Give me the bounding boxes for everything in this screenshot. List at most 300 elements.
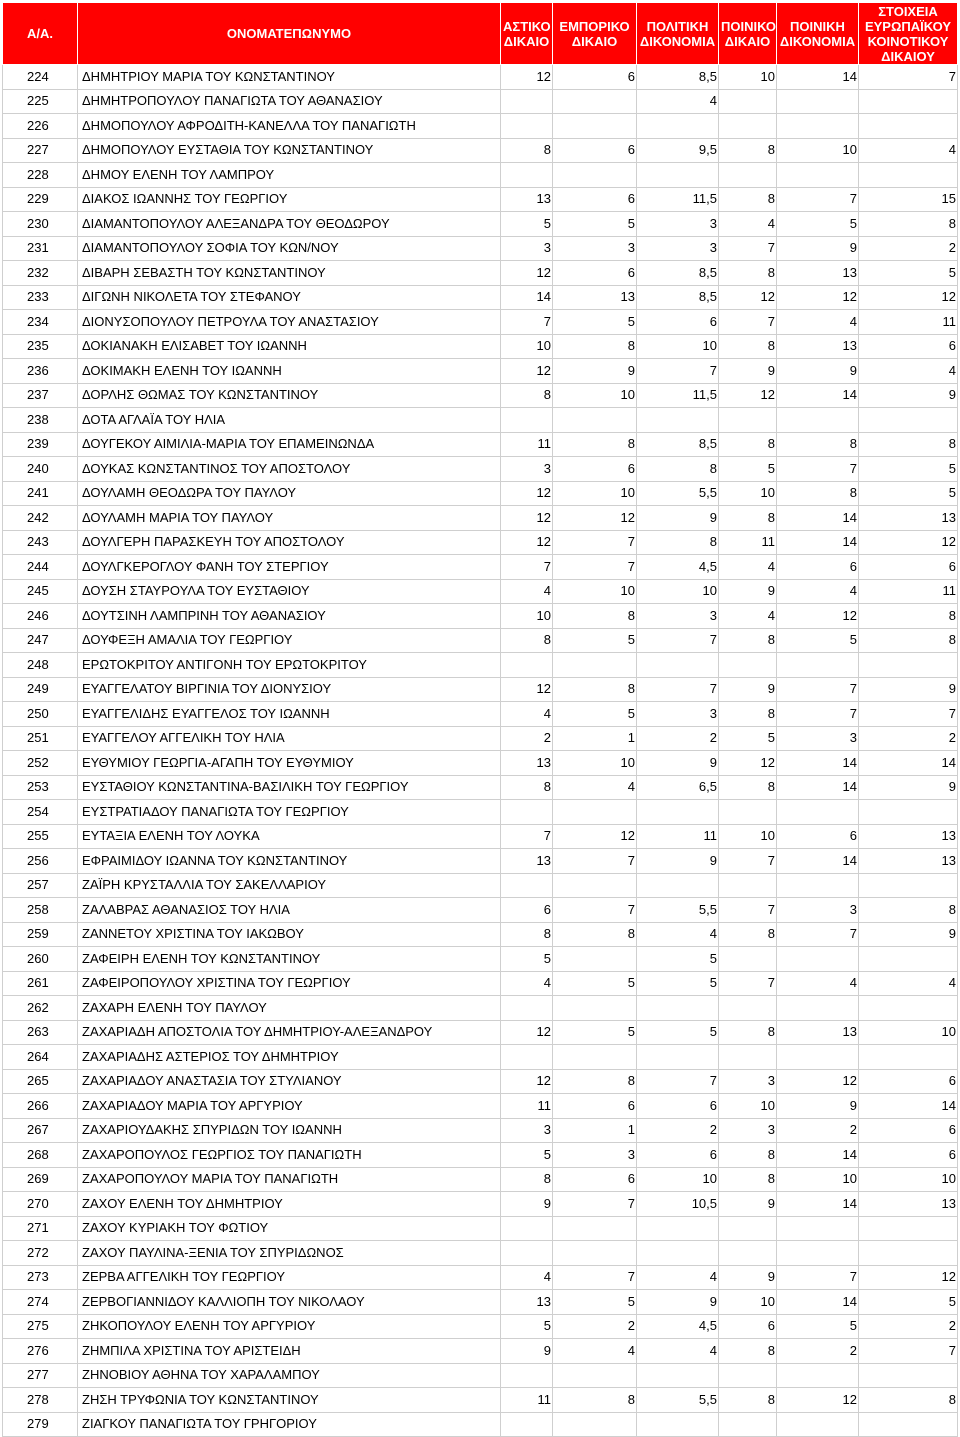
emporiko-grade: 5: [553, 702, 637, 727]
table-row: [3, 971, 958, 996]
poiniko-grade: [719, 947, 777, 972]
astiko-grade: 9: [501, 1339, 553, 1364]
emporiko-grade: 8: [553, 677, 637, 702]
poiniki-grade: 8: [777, 432, 859, 457]
astiko-grade: 4: [501, 971, 553, 996]
emporiko-grade: 7: [553, 1192, 637, 1217]
emporiko-grade: [553, 1241, 637, 1266]
europaiko-grade: 4: [859, 359, 958, 384]
poiniki-grade: 14: [777, 1143, 859, 1168]
row-number: 272: [3, 1241, 78, 1266]
europaiko-grade: 2: [859, 236, 958, 261]
politiki-grade: 5: [637, 971, 719, 996]
table-row: [3, 530, 958, 555]
table-row: [3, 506, 958, 531]
astiko-grade: [501, 873, 553, 898]
student-name: ΔΟΚΙΜΑΚΗ ΕΛΕΝΗ ΤΟΥ ΙΩΑΝΝΗ: [78, 359, 501, 384]
table-row: [3, 114, 958, 139]
europaiko-grade: 9: [859, 775, 958, 800]
poiniko-grade: 8: [719, 334, 777, 359]
politiki-grade: 8: [637, 457, 719, 482]
politiki-grade: [637, 408, 719, 433]
astiko-grade: [501, 800, 553, 825]
row-number: 260: [3, 947, 78, 972]
poiniko-grade: 3: [719, 1069, 777, 1094]
poiniki-grade: 7: [777, 187, 859, 212]
europaiko-grade: [859, 1241, 958, 1266]
astiko-grade: 2: [501, 726, 553, 751]
poiniko-grade: 8: [719, 138, 777, 163]
emporiko-grade: [553, 653, 637, 678]
poiniko-grade: 8: [719, 1388, 777, 1413]
poiniki-grade: [777, 1241, 859, 1266]
astiko-grade: 13: [501, 849, 553, 874]
student-name: ΔΗΜΟΠΟΥΛΟΥ ΑΦΡΟΔΙΤΗ-ΚΑΝΕΛΛΑ ΤΟΥ ΠΑΝΑΓΙΩΤΗ: [78, 114, 501, 139]
row-number: 253: [3, 775, 78, 800]
table-row: [3, 359, 958, 384]
astiko-grade: 13: [501, 187, 553, 212]
header-poiniko-dikaio: ΠΟΙΝΙΚΟ ΔΙΚΑΙΟ: [719, 3, 777, 65]
poiniko-grade: 8: [719, 506, 777, 531]
europaiko-grade: 13: [859, 506, 958, 531]
poiniki-grade: 2: [777, 1118, 859, 1143]
politiki-grade: 6: [637, 1094, 719, 1119]
emporiko-grade: [553, 89, 637, 114]
row-number: 275: [3, 1314, 78, 1339]
poiniko-grade: 8: [719, 1143, 777, 1168]
row-number: 271: [3, 1216, 78, 1241]
politiki-grade: [637, 653, 719, 678]
politiki-grade: 8,5: [637, 65, 719, 90]
poiniko-grade: 4: [719, 555, 777, 580]
table-row: [3, 677, 958, 702]
poiniki-grade: 5: [777, 628, 859, 653]
poiniki-grade: 13: [777, 334, 859, 359]
emporiko-grade: 6: [553, 138, 637, 163]
europaiko-grade: [859, 996, 958, 1021]
politiki-grade: 5: [637, 1020, 719, 1045]
row-number: 258: [3, 898, 78, 923]
table-row: [3, 751, 958, 776]
astiko-grade: 8: [501, 383, 553, 408]
politiki-grade: 3: [637, 702, 719, 727]
row-number: 270: [3, 1192, 78, 1217]
astiko-grade: 13: [501, 751, 553, 776]
student-name: ΕΥΘΥΜΙΟΥ ΓΕΩΡΓΙΑ-ΑΓΑΠΗ ΤΟΥ ΕΥΘΥΜΙΟΥ: [78, 751, 501, 776]
poiniko-grade: [719, 873, 777, 898]
poiniko-grade: 12: [719, 751, 777, 776]
astiko-grade: 9: [501, 1192, 553, 1217]
politiki-grade: 6,5: [637, 775, 719, 800]
europaiko-grade: 13: [859, 824, 958, 849]
row-number: 244: [3, 555, 78, 580]
row-number: 225: [3, 89, 78, 114]
table-row: [3, 947, 958, 972]
table-row: [3, 873, 958, 898]
astiko-grade: 3: [501, 236, 553, 261]
emporiko-grade: 10: [553, 383, 637, 408]
poiniko-grade: [719, 1216, 777, 1241]
row-number: 264: [3, 1045, 78, 1070]
europaiko-grade: [859, 114, 958, 139]
emporiko-grade: 12: [553, 506, 637, 531]
row-number: 249: [3, 677, 78, 702]
row-number: 229: [3, 187, 78, 212]
europaiko-grade: 2: [859, 1314, 958, 1339]
poiniki-grade: 12: [777, 1388, 859, 1413]
astiko-grade: 5: [501, 1314, 553, 1339]
row-number: 263: [3, 1020, 78, 1045]
poiniki-grade: 14: [777, 65, 859, 90]
europaiko-grade: 8: [859, 212, 958, 237]
student-name: ΔΟΥΚΑΣ ΚΩΝΣΤΑΝΤΙΝΟΣ ΤΟΥ ΑΠΟΣΤΟΛΟΥ: [78, 457, 501, 482]
poiniki-grade: 14: [777, 1290, 859, 1315]
student-name: ΔΟΚΙΑΝΑΚΗ ΕΛΙΣΑΒΕΤ ΤΟΥ ΙΩΑΝΝΗ: [78, 334, 501, 359]
student-name: ΖΕΡΒΟΓΙΑΝΝΙΔΟΥ ΚΑΛΛΙΟΠΗ ΤΟΥ ΝΙΚΟΛΑΟΥ: [78, 1290, 501, 1315]
poiniki-grade: 14: [777, 530, 859, 555]
astiko-grade: 5: [501, 1143, 553, 1168]
table-row: [3, 1363, 958, 1388]
poiniko-grade: 10: [719, 1094, 777, 1119]
europaiko-grade: 6: [859, 1143, 958, 1168]
poiniko-grade: 10: [719, 824, 777, 849]
table-row: [3, 824, 958, 849]
row-number: 234: [3, 310, 78, 335]
student-name: ΖΗΜΠΙΛΑ ΧΡΙΣΤΙΝΑ ΤΟΥ ΑΡΙΣΤΕΙΔΗ: [78, 1339, 501, 1364]
poiniko-grade: 9: [719, 359, 777, 384]
poiniki-grade: 14: [777, 775, 859, 800]
poiniko-grade: 5: [719, 457, 777, 482]
emporiko-grade: 7: [553, 849, 637, 874]
poiniko-grade: [719, 163, 777, 188]
student-name: ΔΗΜΗΤΡΙΟΥ ΜΑΡΙΑ ΤΟΥ ΚΩΝΣΤΑΝΤΙΝΟΥ: [78, 65, 501, 90]
poiniki-grade: 7: [777, 457, 859, 482]
astiko-grade: [501, 1241, 553, 1266]
emporiko-grade: 8: [553, 334, 637, 359]
poiniko-grade: 8: [719, 187, 777, 212]
politiki-grade: 9: [637, 506, 719, 531]
row-number: 235: [3, 334, 78, 359]
poiniko-grade: [719, 653, 777, 678]
emporiko-grade: 3: [553, 236, 637, 261]
table-row: [3, 1192, 958, 1217]
astiko-grade: [501, 408, 553, 433]
row-number: 255: [3, 824, 78, 849]
emporiko-grade: 8: [553, 1388, 637, 1413]
politiki-grade: 7: [637, 1069, 719, 1094]
table-row: [3, 1290, 958, 1315]
emporiko-grade: 10: [553, 579, 637, 604]
politiki-grade: 7: [637, 359, 719, 384]
astiko-grade: 12: [501, 65, 553, 90]
poiniki-grade: 6: [777, 555, 859, 580]
emporiko-grade: 3: [553, 1143, 637, 1168]
poiniki-grade: 13: [777, 261, 859, 286]
row-number: 261: [3, 971, 78, 996]
europaiko-grade: 14: [859, 751, 958, 776]
student-name: ΖΑΧΑΡΙΑΔΟΥ ΑΝΑΣΤΑΣΙΑ ΤΟΥ ΣΤΥΛΙΑΝΟΥ: [78, 1069, 501, 1094]
poiniki-grade: 14: [777, 1192, 859, 1217]
student-name: ΖΑΦΕΙΡΟΠΟΥΛΟΥ ΧΡΙΣΤΙΝΑ ΤΟΥ ΓΕΩΡΓΙΟΥ: [78, 971, 501, 996]
student-name: ΔΙΟΝΥΣΟΠΟΥΛΟΥ ΠΕΤΡΟΥΛΑ ΤΟΥ ΑΝΑΣΤΑΣΙΟΥ: [78, 310, 501, 335]
table-row: [3, 163, 958, 188]
poiniko-grade: 5: [719, 726, 777, 751]
student-name: ΕΥΣΤΑΘΙΟΥ ΚΩΝΣΤΑΝΤΙΝΑ-ΒΑΣΙΛΙΚΗ ΤΟΥ ΓΕΩΡΓΙΟΥ: [78, 775, 501, 800]
europaiko-grade: 9: [859, 383, 958, 408]
poiniko-grade: 10: [719, 481, 777, 506]
row-number: 230: [3, 212, 78, 237]
emporiko-grade: 5: [553, 971, 637, 996]
emporiko-grade: [553, 1363, 637, 1388]
poiniko-grade: [719, 408, 777, 433]
poiniko-grade: 7: [719, 236, 777, 261]
table-row: [3, 922, 958, 947]
astiko-grade: 12: [501, 1069, 553, 1094]
politiki-grade: 5: [637, 947, 719, 972]
emporiko-grade: 5: [553, 1290, 637, 1315]
europaiko-grade: [859, 163, 958, 188]
poiniki-grade: 13: [777, 1020, 859, 1045]
student-name: ΖΑΧΑΡΙΟΥΔΑΚΗΣ ΣΠΥΡΙΔΩΝ ΤΟΥ ΙΩΑΝΝΗ: [78, 1118, 501, 1143]
header-politiki-dikonomia: ΠΟΛΙΤΙΚΗ ΔΙΚΟΝΟΜΙΑ: [637, 3, 719, 65]
table-row: [3, 1020, 958, 1045]
student-name: ΔΗΜΟΥ ΕΛΕΝΗ ΤΟΥ ΛΑΜΠΡΟΥ: [78, 163, 501, 188]
politiki-grade: 3: [637, 212, 719, 237]
politiki-grade: 4,5: [637, 1314, 719, 1339]
header-europaiko-dikaio: ΣΤΟΙΧΕΙΑ ΕΥΡΩΠΑΪΚΟΥ ΚΟΙΝΟΤΙΚΟΥ ΔΙΚΑΙΟΥ: [859, 3, 958, 65]
poiniki-grade: [777, 653, 859, 678]
poiniki-grade: 4: [777, 310, 859, 335]
table-row: [3, 898, 958, 923]
europaiko-grade: 12: [859, 530, 958, 555]
politiki-grade: 11: [637, 824, 719, 849]
poiniko-grade: 8: [719, 775, 777, 800]
astiko-grade: 8: [501, 1167, 553, 1192]
poiniki-grade: 4: [777, 971, 859, 996]
poiniko-grade: [719, 1412, 777, 1437]
poiniki-grade: [777, 947, 859, 972]
emporiko-grade: [553, 114, 637, 139]
emporiko-grade: 9: [553, 359, 637, 384]
emporiko-grade: 8: [553, 432, 637, 457]
row-number: 251: [3, 726, 78, 751]
politiki-grade: 4: [637, 922, 719, 947]
astiko-grade: 12: [501, 506, 553, 531]
politiki-grade: 11,5: [637, 383, 719, 408]
student-name: ΖΑΧΟΥ ΠΑΥΛΙΝΑ-ΞΕΝΙΑ ΤΟΥ ΣΠΥΡΙΔΩΝΟΣ: [78, 1241, 501, 1266]
student-name: ΔΙΒΑΡΗ ΣΕΒΑΣΤΗ ΤΟΥ ΚΩΝΣΤΑΝΤΙΝΟΥ: [78, 261, 501, 286]
poiniki-grade: [777, 1412, 859, 1437]
table-row: [3, 555, 958, 580]
student-name: ΖΑΧΑΡΟΠΟΥΛΟΣ ΓΕΩΡΓΙΟΣ ΤΟΥ ΠΑΝΑΓΙΩΤΗ: [78, 1143, 501, 1168]
poiniki-grade: 2: [777, 1339, 859, 1364]
europaiko-grade: [859, 1363, 958, 1388]
politiki-grade: 8,5: [637, 285, 719, 310]
poiniki-grade: 7: [777, 922, 859, 947]
poiniko-grade: 4: [719, 212, 777, 237]
table-row: [3, 1265, 958, 1290]
europaiko-grade: 15: [859, 187, 958, 212]
row-number: 241: [3, 481, 78, 506]
emporiko-grade: 7: [553, 555, 637, 580]
poiniki-grade: 5: [777, 212, 859, 237]
poiniko-grade: 8: [719, 628, 777, 653]
table-row: [3, 702, 958, 727]
europaiko-grade: 9: [859, 677, 958, 702]
poiniko-grade: 4: [719, 604, 777, 629]
astiko-grade: 4: [501, 579, 553, 604]
table-row: [3, 1045, 958, 1070]
student-name: ΔΙΑΜΑΝΤΟΠΟΥΛΟΥ ΣΟΦΙΑ ΤΟΥ ΚΩΝ/ΝΟΥ: [78, 236, 501, 261]
europaiko-grade: 11: [859, 579, 958, 604]
row-number: 273: [3, 1265, 78, 1290]
poiniko-grade: 7: [719, 310, 777, 335]
politiki-grade: 5,5: [637, 1388, 719, 1413]
student-name: ΔΟΤΑ ΑΓΛΑΪΑ ΤΟΥ ΗΛΙΑ: [78, 408, 501, 433]
astiko-grade: 12: [501, 1020, 553, 1045]
table-row: [3, 457, 958, 482]
astiko-grade: 14: [501, 285, 553, 310]
student-name: ΖΑΦΕΙΡΗ ΕΛΕΝΗ ΤΟΥ ΚΩΝΣΤΑΝΤΙΝΟΥ: [78, 947, 501, 972]
emporiko-grade: 12: [553, 824, 637, 849]
header-row: [3, 3, 958, 65]
europaiko-grade: [859, 408, 958, 433]
table-row: [3, 408, 958, 433]
poiniki-grade: 12: [777, 285, 859, 310]
politiki-grade: [637, 114, 719, 139]
row-number: 246: [3, 604, 78, 629]
europaiko-grade: 8: [859, 898, 958, 923]
student-name: ΔΟΥΛΑΜΗ ΘΕΟΔΩΡΑ ΤΟΥ ΠΑΥΛΟΥ: [78, 481, 501, 506]
row-number: 240: [3, 457, 78, 482]
emporiko-grade: [553, 873, 637, 898]
politiki-grade: 6: [637, 310, 719, 335]
table-header: [3, 3, 958, 65]
student-name: ΔΟΥΓΕΚΟΥ ΑΙΜΙΛΙΑ-ΜΑΡΙΑ ΤΟΥ ΕΠΑΜΕΙΝΩΝΔΑ: [78, 432, 501, 457]
astiko-grade: 7: [501, 555, 553, 580]
student-name: ΔΟΥΣΗ ΣΤΑΥΡΟΥΛΑ ΤΟΥ ΕΥΣΤΑΘΙΟΥ: [78, 579, 501, 604]
politiki-grade: [637, 996, 719, 1021]
student-name: ΖΑΧΟΥ ΚΥΡΙΑΚΗ ΤΟΥ ΦΩΤΙΟΥ: [78, 1216, 501, 1241]
poiniko-grade: 8: [719, 1339, 777, 1364]
europaiko-grade: 7: [859, 1339, 958, 1364]
europaiko-grade: 5: [859, 481, 958, 506]
astiko-grade: 12: [501, 481, 553, 506]
table-row: [3, 653, 958, 678]
emporiko-grade: 10: [553, 481, 637, 506]
poiniki-grade: [777, 1216, 859, 1241]
poiniko-grade: 8: [719, 702, 777, 727]
politiki-grade: 2: [637, 726, 719, 751]
politiki-grade: 10: [637, 1167, 719, 1192]
poiniko-grade: 9: [719, 1265, 777, 1290]
row-number: 254: [3, 800, 78, 825]
europaiko-grade: 8: [859, 604, 958, 629]
row-number: 262: [3, 996, 78, 1021]
europaiko-grade: [859, 947, 958, 972]
politiki-grade: 8: [637, 530, 719, 555]
emporiko-grade: 8: [553, 1069, 637, 1094]
emporiko-grade: 7: [553, 530, 637, 555]
politiki-grade: 4: [637, 1339, 719, 1364]
table-row: [3, 579, 958, 604]
politiki-grade: 9,5: [637, 138, 719, 163]
emporiko-grade: 2: [553, 1314, 637, 1339]
poiniko-grade: 7: [719, 971, 777, 996]
row-number: 237: [3, 383, 78, 408]
poiniko-grade: 9: [719, 579, 777, 604]
table-row: [3, 1388, 958, 1413]
student-name: ΕΦΡΑΙΜΙΔΟΥ ΙΩΑΝΝΑ ΤΟΥ ΚΩΝΣΤΑΝΤΙΝΟΥ: [78, 849, 501, 874]
table-row: [3, 187, 958, 212]
politiki-grade: [637, 1216, 719, 1241]
europaiko-grade: [859, 873, 958, 898]
europaiko-grade: [859, 89, 958, 114]
emporiko-grade: 7: [553, 898, 637, 923]
poiniko-grade: 12: [719, 285, 777, 310]
row-number: 277: [3, 1363, 78, 1388]
emporiko-grade: [553, 1412, 637, 1437]
row-number: 265: [3, 1069, 78, 1094]
row-number: 259: [3, 922, 78, 947]
student-name: ΖΑΧΑΡΙΑΔΟΥ ΜΑΡΙΑ ΤΟΥ ΑΡΓΥΡΙΟΥ: [78, 1094, 501, 1119]
astiko-grade: 6: [501, 898, 553, 923]
politiki-grade: 8,5: [637, 261, 719, 286]
astiko-grade: [501, 1045, 553, 1070]
table-row: [3, 1412, 958, 1437]
politiki-grade: 10: [637, 334, 719, 359]
row-number: 236: [3, 359, 78, 384]
header-poiniki-dikonomia: ΠΟΙΝΙΚΗ ΔΙΚΟΝΟΜΙΑ: [777, 3, 859, 65]
politiki-grade: 3: [637, 604, 719, 629]
table-row: [3, 1094, 958, 1119]
table-row: [3, 261, 958, 286]
astiko-grade: 8: [501, 775, 553, 800]
europaiko-grade: 12: [859, 1265, 958, 1290]
table-row: [3, 604, 958, 629]
europaiko-grade: 7: [859, 702, 958, 727]
row-number: 247: [3, 628, 78, 653]
row-number: 231: [3, 236, 78, 261]
politiki-grade: 4: [637, 1265, 719, 1290]
student-name: ΖΑΧΑΡΟΠΟΥΛΟΥ ΜΑΡΙΑ ΤΟΥ ΠΑΝΑΓΙΩΤΗ: [78, 1167, 501, 1192]
astiko-grade: [501, 89, 553, 114]
emporiko-grade: 6: [553, 187, 637, 212]
row-number: 269: [3, 1167, 78, 1192]
astiko-grade: 11: [501, 1388, 553, 1413]
row-number: 252: [3, 751, 78, 776]
astiko-grade: [501, 1412, 553, 1437]
poiniko-grade: 8: [719, 1020, 777, 1045]
politiki-grade: [637, 800, 719, 825]
emporiko-grade: 6: [553, 261, 637, 286]
student-name: ΔΙΑΚΟΣ ΙΩΑΝΝΗΣ ΤΟΥ ΓΕΩΡΓΙΟΥ: [78, 187, 501, 212]
student-name: ΕΡΩΤΟΚΡΙΤΟΥ ΑΝΤΙΓΟΝΗ ΤΟΥ ΕΡΩΤΟΚΡΙΤΟΥ: [78, 653, 501, 678]
astiko-grade: [501, 996, 553, 1021]
europaiko-grade: 6: [859, 555, 958, 580]
astiko-grade: 13: [501, 1290, 553, 1315]
astiko-grade: 12: [501, 261, 553, 286]
politiki-grade: 6: [637, 1143, 719, 1168]
politiki-grade: 11,5: [637, 187, 719, 212]
politiki-grade: 10: [637, 579, 719, 604]
poiniki-grade: [777, 996, 859, 1021]
row-number: 243: [3, 530, 78, 555]
politiki-grade: 4,5: [637, 555, 719, 580]
row-number: 224: [3, 65, 78, 90]
politiki-grade: [637, 873, 719, 898]
row-number: 267: [3, 1118, 78, 1143]
